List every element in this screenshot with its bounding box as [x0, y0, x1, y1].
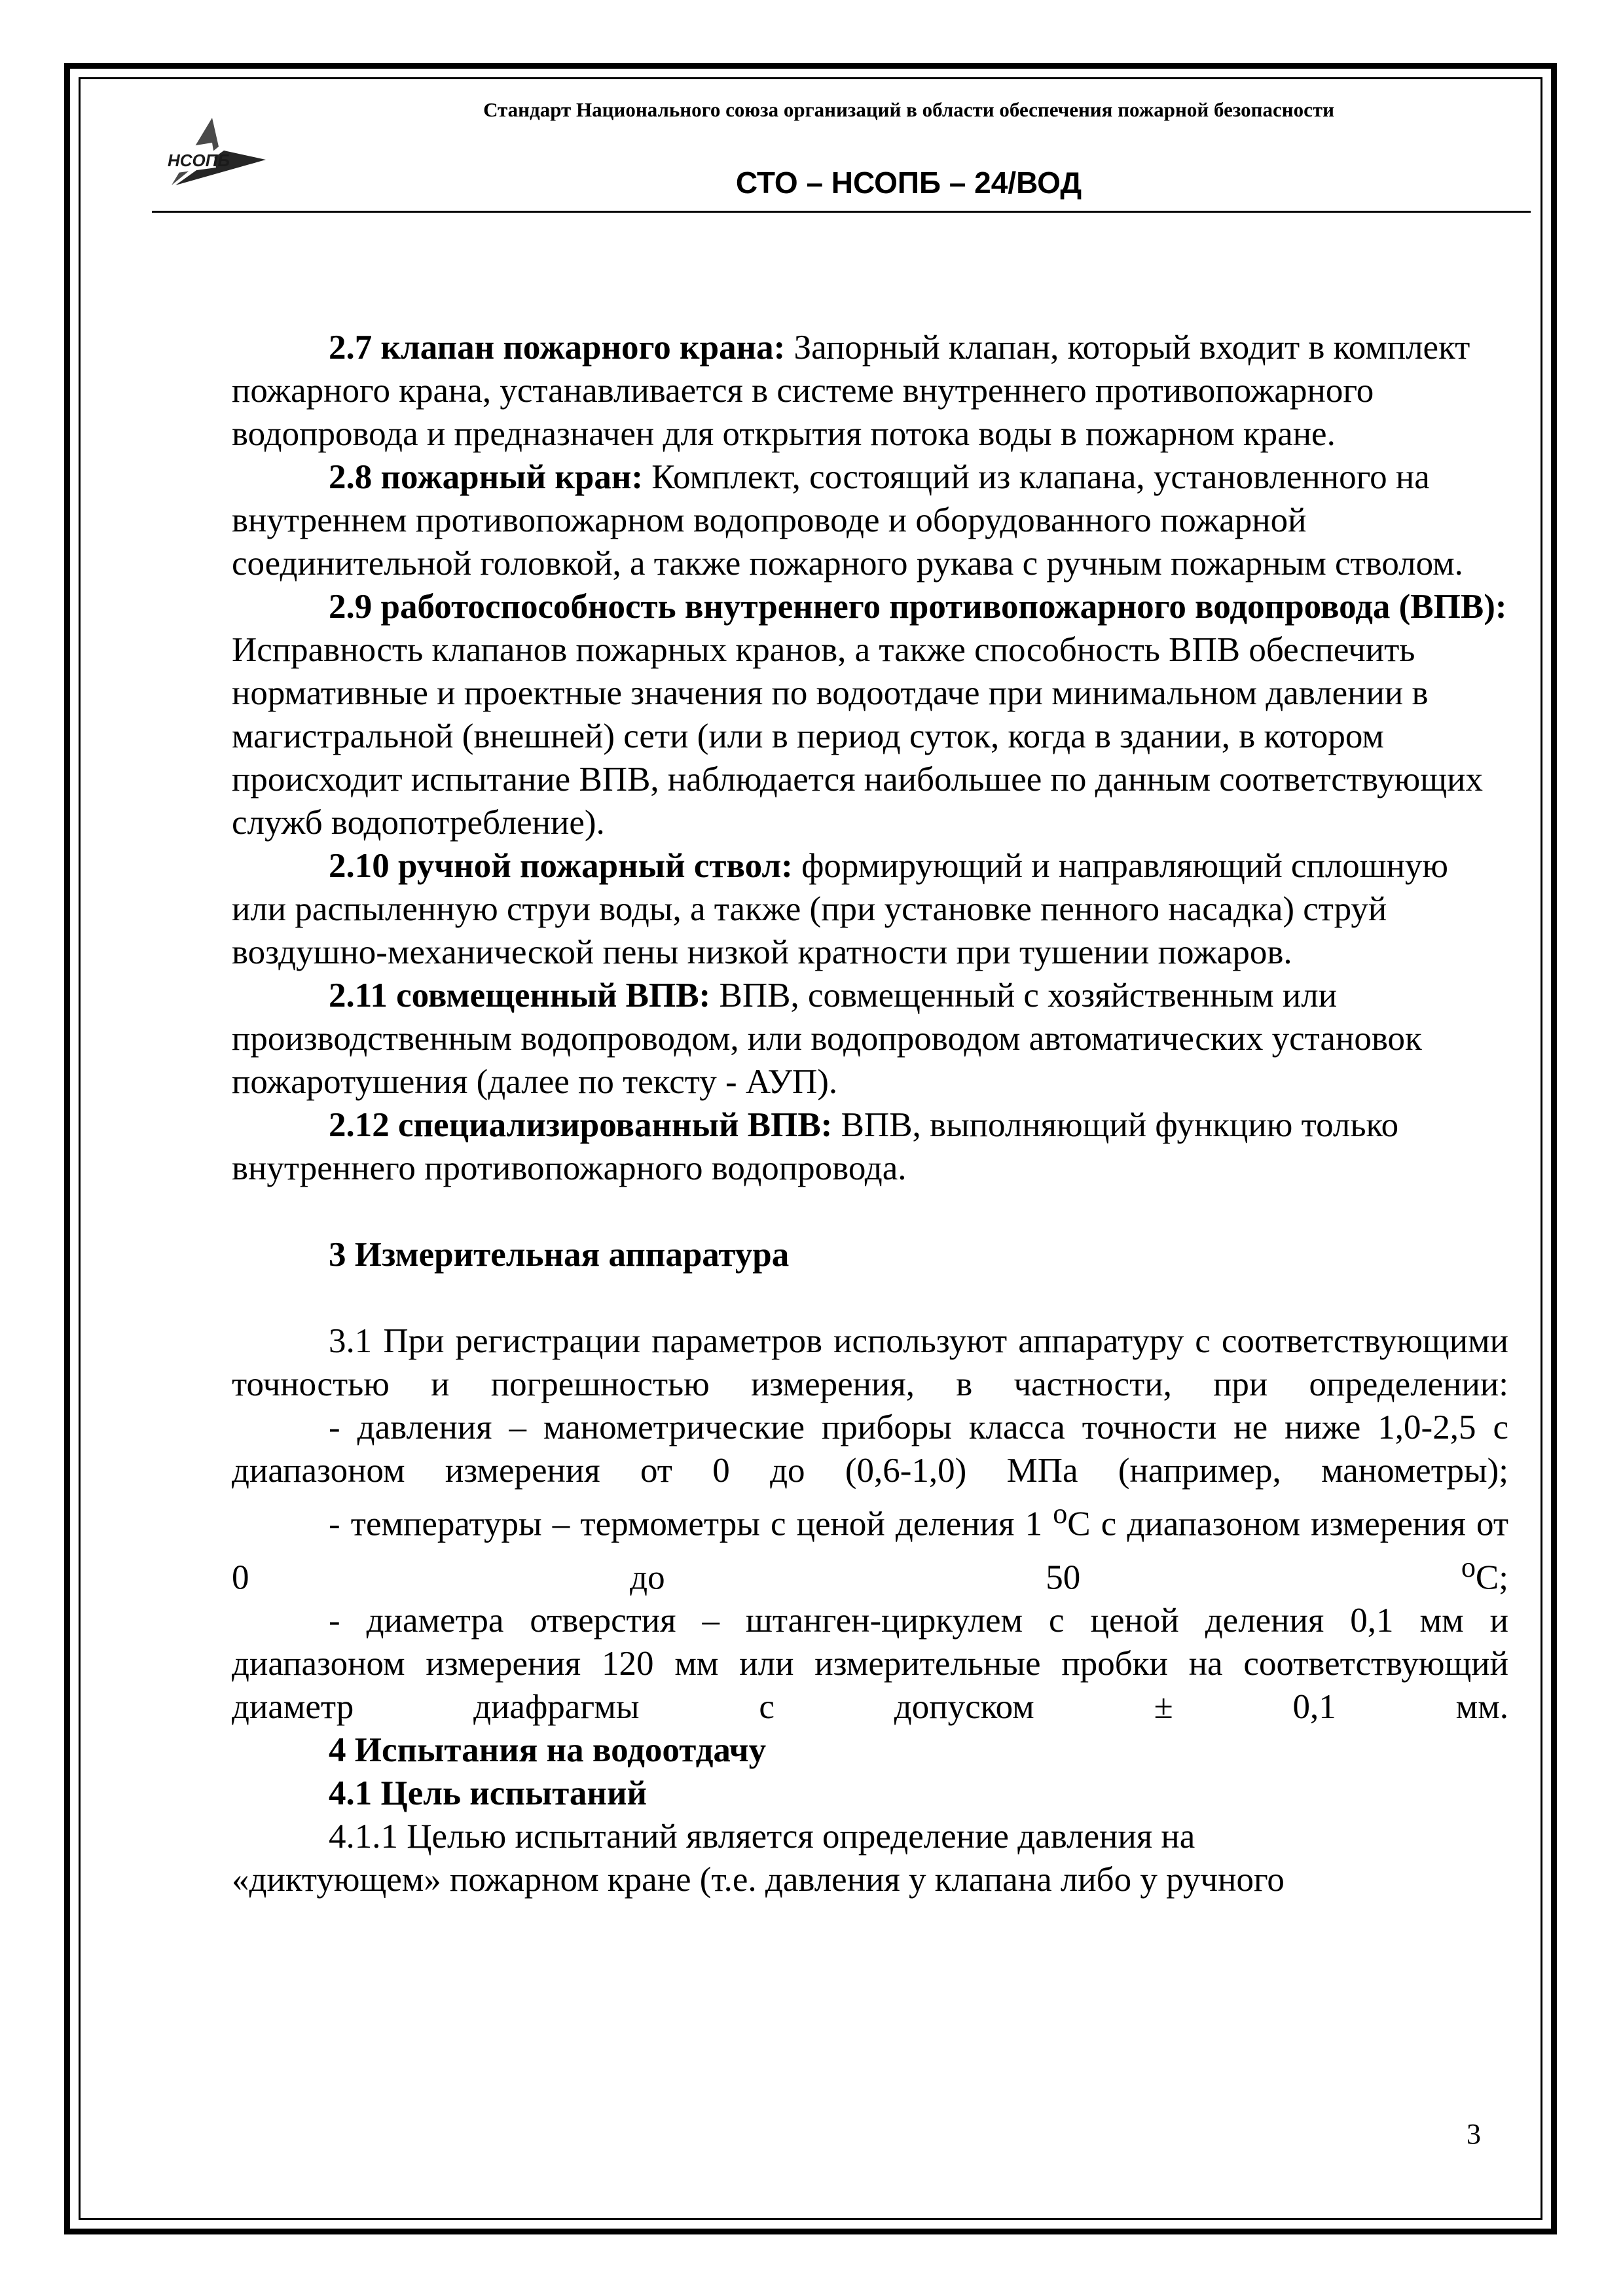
- degree-sign: о: [1461, 1551, 1476, 1583]
- temperature-text-c: С;: [1475, 1558, 1508, 1597]
- definition-text: Запорный клапан, который входит в комплект пожарного крана, устанавливается в системе внутреннего противопожарного водопровода и предназначен для открытия потока воды в пожарном кране.: [232, 329, 1470, 453]
- temperature-text-b: С с диапазоном измерения от 0 до 50: [232, 1505, 1508, 1597]
- document-body: [232, 326, 1508, 1901]
- section-4-1-heading: 4.1 Цель испытаний: [329, 1774, 647, 1813]
- section-4-heading: 4 Испытания на водоотдачу: [329, 1731, 767, 1770]
- section-3-heading: 3 Измерительная аппаратура: [329, 1236, 790, 1274]
- temperature-text-a: - температуры – термометры с ценой деления 1: [329, 1505, 1053, 1543]
- definition-2-7: [232, 326, 1508, 456]
- spacer: [232, 1190, 1508, 1233]
- definition-term: 2.12 специализированный ВПВ:: [329, 1106, 833, 1144]
- definition-term: 2.8 пожарный кран:: [329, 458, 644, 496]
- definition-term: 2.9 работоспособность внутреннего противопожарного водопровода (ВПВ):: [329, 588, 1507, 626]
- definition-2-11: [232, 974, 1508, 1103]
- header-title: Стандарт Национального союза организаций в области обеспечения пожарной безопасности: [483, 98, 1334, 121]
- section-3-1-intro: 3.1 При регистрации параметров используют аппаратуру с соответствующими точностью и погрешностью измерения, в частности, при определении:: [232, 1322, 1508, 1403]
- definition-term: 2.7 клапан пожарного крана:: [329, 329, 786, 367]
- paragraph-4-1-1-line1: 4.1.1 Целью испытаний является определение давления на: [329, 1818, 1195, 1856]
- definition-2-12: [232, 1103, 1508, 1190]
- definition-text: Исправность клапанов пожарных кранов, а также способность ВПВ обеспечить нормативные и проектные значения по водоотдаче при минимальном давлении в магистральной (внешней) сети (или в период суток, когда в здании, в котором происходит испытание ВПВ, наблюдается наибольшее по данным соответствующих служб водопотребление).: [232, 631, 1483, 842]
- definition-2-10: [232, 844, 1508, 974]
- header-rule: [152, 211, 1531, 213]
- definition-2-9: [232, 585, 1508, 844]
- definition-term: 2.11 совмещенный ВПВ:: [329, 977, 711, 1014]
- definition-text: ВПВ, совмещенный с хозяйственным или производственным водопроводом, или водопроводом автоматических установок пожаротушения (далее по тексту - АУП).: [232, 977, 1422, 1101]
- page-number: 3: [1467, 2118, 1481, 2150]
- nsopb-logo: [156, 103, 267, 188]
- definition-text: ВПВ, выполняющий функцию только внутреннего противопожарного водопровода.: [232, 1106, 1399, 1187]
- definition-2-8: [232, 456, 1508, 585]
- document-code: СТО – НСОПБ – 24/ВОД: [735, 166, 1082, 200]
- definition-text: Комплект, состоящий из клапана, установленного на внутреннем противопожарном водопроводе и оборудованного пожарной соединительной головкой, а также пожарного рукава с ручным пожарным стволом.: [232, 458, 1463, 583]
- item-temperature: [232, 1492, 1508, 1599]
- logo-graphic: [156, 103, 267, 188]
- degree-sign: о: [1053, 1498, 1068, 1530]
- paragraph-4-1-1-line2: «диктующем» пожарном кране (т.е. давления у клапана либо у ручного: [232, 1861, 1285, 1899]
- spacer: [232, 1276, 1508, 1319]
- item-pressure: - давления – манометрические приборы класса точности не ниже 1,0-2,5 с диапазоном измерения от 0 до (0,6-1,0) МПа (например, манометры);: [232, 1408, 1508, 1490]
- item-diameter: - диаметра отверстия – штанген-циркулем с ценой деления 0,1 мм и диапазоном измерения 120 мм или измерительные пробки на соответствующий диаметр диафрагмы с допуском ± 0,1 мм.: [232, 1602, 1508, 1727]
- logo-text: НСОПБ: [168, 151, 230, 170]
- definition-text: формирующий и направляющий сплошную или распыленную струи воды, а также (при установке пенного насадка) струй воздушно-механической пены низкой кратности при тушении пожаров.: [232, 847, 1449, 971]
- definition-term: 2.10 ручной пожарный ствол:: [329, 847, 793, 885]
